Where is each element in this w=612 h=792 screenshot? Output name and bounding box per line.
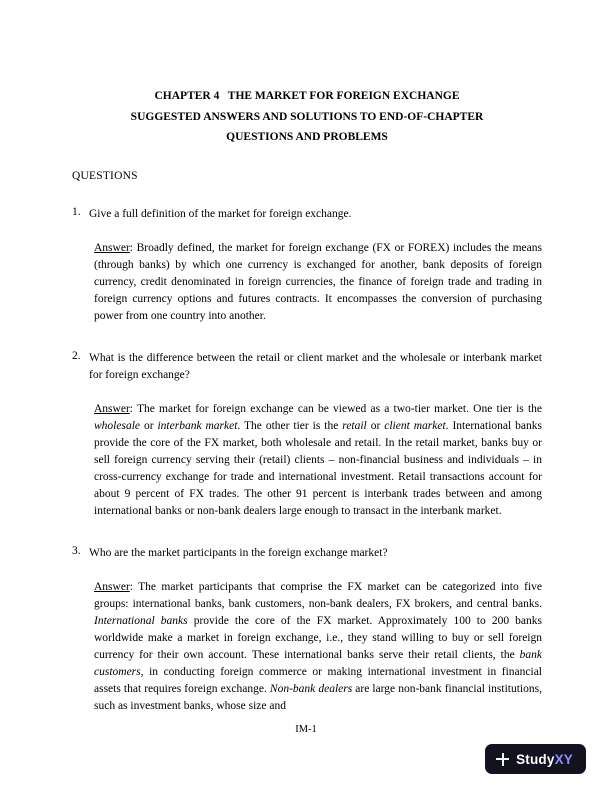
question-number: 1. (72, 205, 81, 218)
answer-paragraph-2: Answer: The market for foreign exchange can be viewed as a two-tier market. One tier is the wholesale or interbank market. The other tier is the retail or client market. International banks provide the core of the FX market, both wholesale and retail. In the retail market, banks buy or sell foreign currency serving their (retail) clients – non-financial business and individuals – in cross-currency exchange for trade and international investment. Retail transactions account for about 9 percent of FX trades. The other 91 percent is interbank trades between and among international banks or non-bank dealers large enough to transact in the interbank market. (94, 402, 542, 517)
section-heading-questions: QUESTIONS (72, 169, 138, 182)
document-title (72, 86, 542, 148)
title-line-1: CHAPTER 4 THE MARKET FOR FOREIGN EXCHANGE (154, 90, 460, 102)
title-line-2: SUGGESTED ANSWERS AND SOLUTIONS TO END-OF-CHAPTER (130, 110, 484, 123)
brand-badge (485, 744, 586, 774)
question-item-1 (72, 206, 542, 223)
brand-text-study: Study (516, 751, 555, 767)
brand-text-xy: XY (554, 751, 573, 767)
plus-icon (496, 753, 509, 766)
page-content (72, 86, 542, 715)
answer-paragraph-1: Answer: Broadly defined, the market for foreign exchange (FX or FOREX) includes the means (through banks) by which one currency is exchanged for another, bank deposits of foreign currency, credit denominated in foreign currencies, the finance of foreign trade and trading in foreign currency options and futures contracts. It encompasses the conversion of purchasing power from one country into another. (94, 241, 542, 322)
question-text: Give a full definition of the market for foreign exchange. (89, 207, 352, 220)
question-item-2 (72, 350, 542, 384)
question-number: 2. (72, 349, 81, 362)
question-text: Who are the market participants in the foreign exchange market? (89, 546, 388, 559)
title-line-3: QUESTIONS AND PROBLEMS (226, 131, 388, 143)
question-text: What is the difference between the retail or client market and the wholesale or interbank market for foreign exchange? (89, 351, 542, 381)
footer-page-number: IM-1 (295, 724, 317, 735)
question-number: 3. (72, 544, 81, 557)
brand-text (516, 752, 573, 767)
question-item-3 (72, 545, 542, 562)
answer-paragraph-3: Answer: The market participants that comprise the FX market can be categorized into five groups: international banks, bank customers, non-bank dealers, FX brokers, and central banks. International banks provide the core of the FX market. Approximately 100 to 200 banks worldwide make a market in foreign exchange, i.e., they stand willing to buy or sell foreign currency for their own account. These international banks serve their retail clients, the bank customers, in conducting foreign commerce or making international investment in financial assets that requires foreign exchange. Non-bank dealers are large non-bank financial institutions, such as investment banks, whose size and (94, 580, 542, 712)
